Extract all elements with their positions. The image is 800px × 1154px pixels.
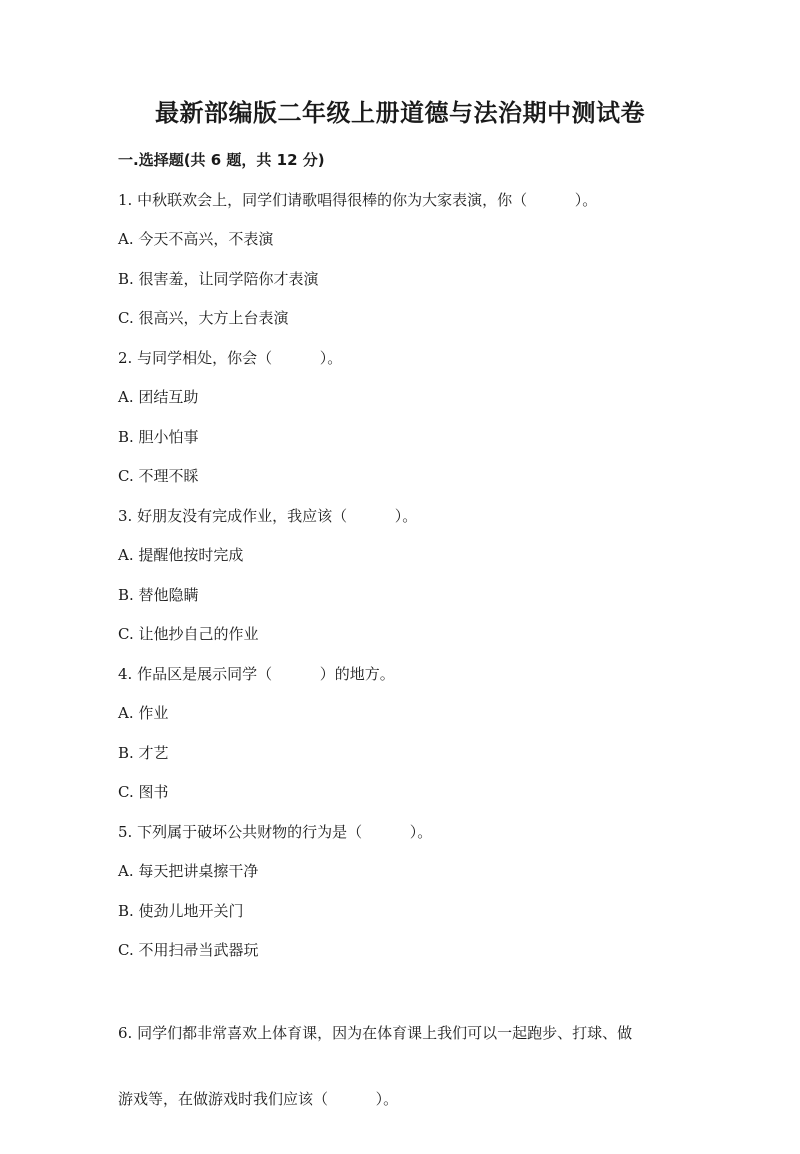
question-6-stem-line-2: 游戏等，在做游戏时我们应该（ ）。 <box>118 1089 399 1108</box>
question-6-stem <box>118 978 682 1154</box>
question-4-stem: 4. 作品区是展示同学（ ）的地方。 <box>118 664 395 683</box>
question-2-option-c: C. 不理不睬 <box>118 467 199 485</box>
question-2-option-a: A. 团结互助 <box>118 388 199 406</box>
question-3-option-b: B. 替他隐瞒 <box>118 585 199 604</box>
question-3-option-a: A. 提醒他按时完成 <box>118 546 244 564</box>
question-4-option-c: C. 图书 <box>118 783 169 801</box>
question-1-stem: 1. 中秋联欢会上，同学们请歌唱得很棒的你为大家表演，你（ ）。 <box>118 190 598 209</box>
question-2-option-b: B. 胆小怕事 <box>118 427 199 446</box>
question-3-stem: 3. 好朋友没有完成作业，我应该（ ）。 <box>118 506 418 525</box>
question-5-option-a: A. 每天把讲桌擦干净 <box>118 862 259 880</box>
question-1-option-b: B. 很害羞，让同学陪你才表演 <box>118 269 319 288</box>
page-title: 最新部编版二年级上册道德与法治期中测试卷 <box>155 99 645 127</box>
question-5-option-b: B. 使劲儿地开关门 <box>118 901 244 920</box>
question-1-option-c: C. 很高兴，大方上台表演 <box>118 309 289 327</box>
question-5-stem: 5. 下列属于破坏公共财物的行为是（ ）。 <box>118 822 433 841</box>
section-heading: 一.选择题(共 6 题，共 12 分) <box>118 151 325 169</box>
question-3-option-c: C. 让他抄自己的作业 <box>118 625 259 643</box>
question-4-option-b: B. 才艺 <box>118 743 169 762</box>
question-5-option-c: C. 不用扫帚当武器玩 <box>118 941 259 959</box>
question-2-stem: 2. 与同学相处，你会（ ）。 <box>118 348 343 367</box>
question-1-option-a: A. 今天不高兴，不表演 <box>118 230 274 248</box>
question-4-option-a: A. 作业 <box>118 704 169 722</box>
question-6-stem-line-1: 6. 同学们都非常喜欢上体育课，因为在体育课上我们可以一起跑步、打球、做 <box>118 1023 633 1042</box>
